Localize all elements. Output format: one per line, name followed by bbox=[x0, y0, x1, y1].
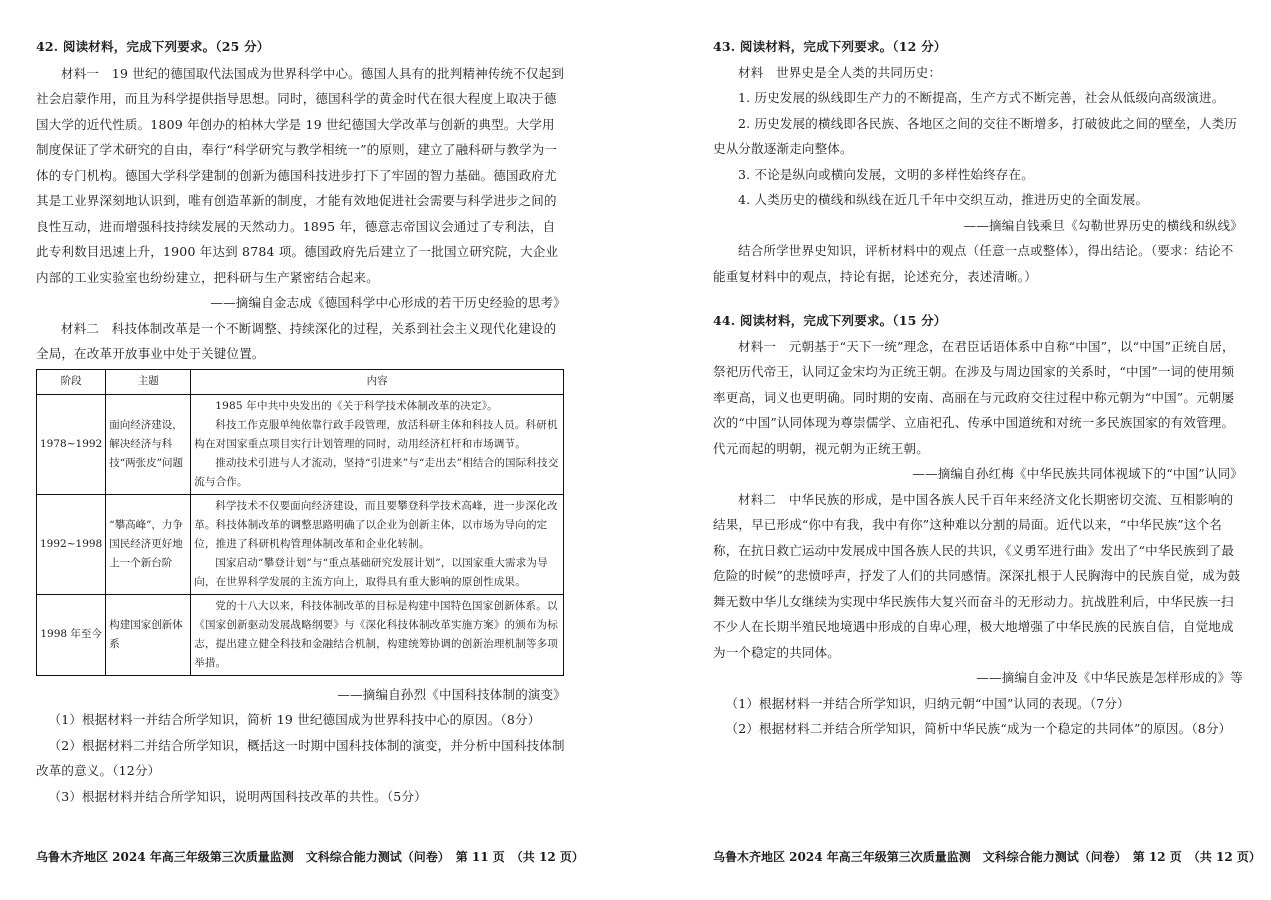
q42-sub-question-3: （3）根据材料并结合所学知识，说明两国科技改革的共性。（5分） bbox=[48, 788, 427, 804]
q43-task: 结合所学世界史知识，评析材料中的观点（任意一点或整体），得出结论。（要求：结论不能重复材料中的观点，持论有据，论述充分，表述清晰。） bbox=[713, 243, 1234, 284]
content-line: 国家启动“攀登计划”与“重点基础研究发展计划”，以国家重大需求为导向，在世界科学发展的主流方向上，取得具有重大影响的原创性成果。 bbox=[194, 556, 548, 588]
question-43-title: 43. 阅读材料，完成下列要求。（12 分） bbox=[713, 39, 947, 54]
reform-table bbox=[36, 369, 564, 676]
table-header-stage: 阶段 bbox=[37, 369, 106, 394]
q43-point: 1. 历史发展的纵线即生产力的不断提高，生产方式不断完善，社会从低级向高级演进。 bbox=[738, 90, 1225, 105]
table-header-row bbox=[37, 369, 564, 394]
table-cell-theme: 构建国家创新体系 bbox=[106, 594, 191, 675]
question-44-title: 44. 阅读材料，完成下列要求。（15 分） bbox=[713, 313, 947, 328]
q44-material-1: 材料一 元朝基于“天下一统”理念，在君臣话语体系中自称“中国”，以“中国”正统自居，祭祀历代帝王，认同辽金宋均为正统王朝。在涉及与周边国家的关系时，“中国”一词的使用频率更高，词义也更明确。同时期的安南、高丽在与元政府交往过程中称元朝为“中国”。元朝屡次的“中国”认同体现为尊崇儒学、立庙祀孔、传承中国道统和对统一多民族国家的有效管理。代元而起的明朝，视元朝为正统王朝。 bbox=[713, 338, 1235, 456]
table-cell-stage: 1992~1998 bbox=[37, 494, 106, 594]
table-cell-content bbox=[191, 594, 564, 675]
table-row bbox=[37, 494, 564, 594]
q42-material-1-source: ——摘编自金志成《德国科学中心形成的若干历史经验的思考》 bbox=[210, 295, 566, 310]
table-header-content: 内容 bbox=[191, 369, 564, 394]
table-header-theme: 主题 bbox=[106, 369, 191, 394]
q44-material-2: 材料二 中华民族的形成，是中国各族人民千百年来经济文化长期密切交流、互相影响的结果，早已形成“你中有我，我中有你”这种难以分割的局面。近代以来，“中华民族”这个名称，在抗日救亡运动中发展成中国各族人民的共识，《义勇军进行曲》发出了“中华民族到了最危险的时候”的悲愤呼声，抒发了人们的共同感情。深深扎根于人民胸海中的民族自觉，成为鼓舞无数中华儿女继续为实现中华民族伟大复兴而奋斗的无形动力。抗战胜利后，中华民族一扫不少人在长期半殖民地境遇中形成的自卑心理，极大地增强了中华民族的民族自信，自觉地成为一个稳定的共同体。 bbox=[713, 491, 1241, 660]
q43-material-intro: 材料 世界史是全人类的共同历史： bbox=[738, 64, 942, 80]
table-cell-stage: 1978~1992 bbox=[37, 394, 106, 494]
q44-material-1-source: ——摘编自孙红梅《中华民族共同体视域下的“中国”认同》 bbox=[912, 466, 1243, 481]
q43-source: ——摘编自钱乘旦《勾勒世界历史的横线和纵线》 bbox=[963, 217, 1243, 233]
page-footer: 乌鲁木齐地区 2024 年高三年级第三次质量监测 文科综合能力测试（问卷） 第 12 页 （共 12 页） bbox=[713, 850, 1261, 864]
q42-sub-question-2: （2）根据材料二并结合所学知识，概括这一时期中国科技体制的演变，并分析中国科技体制改革的意义。（12分） bbox=[36, 737, 565, 778]
q42-material-2-source: ——摘编自孙烈《中国科技体制的演变》 bbox=[337, 686, 566, 702]
right-page bbox=[713, 0, 1261, 900]
table-cell-content bbox=[191, 494, 564, 594]
table-row bbox=[37, 594, 564, 675]
q42-material-2: 材料二 科技体制改革是一个不断调整、持续深化的过程，关系到社会主义现代化建设的全局，在改革开放事业中处于关键位置。 bbox=[36, 320, 557, 361]
q44-sub-question-2: （2）根据材料二并结合所学知识，简析中华民族“成为一个稳定的共同体”的原因。（8分） bbox=[725, 721, 1232, 736]
content-line: 推动技术引进与人才流动，坚持“引进来”与“走出去”相结合的国际科技交流与合作。 bbox=[194, 456, 559, 488]
question-42-title: 42. 阅读材料，完成下列要求。（25 分） bbox=[36, 39, 270, 54]
content-line: 党的十八大以来，科技体制改革的目标是构建中国特色国家创新体系。以《国家创新驱动发展战略纲要》与《深化科技体制改革实施方案》的颁布为标志，提出建立健全科技和金融结合机制，构建统筹协调的创新治理机制等多项举措。 bbox=[194, 599, 559, 669]
q42-sub-question-1: （1）根据材料一并结合所学知识，简析 19 世纪德国成为世界科技中心的原因。（8分） bbox=[48, 712, 541, 727]
content-line: 科学技术不仅要面向经济建设，而且要攀登科学技术高峰，进一步深化改革。科技体制改革的调整思路明确了以企业为创新主体，以市场为导向的定位，推进了科研机构管理体制改革和企业化转制。 bbox=[194, 499, 558, 550]
page-footer: 乌鲁木齐地区 2024 年高三年级第三次质量监测 文科综合能力测试（问卷） 第 11 页 （共 12 页） bbox=[36, 850, 584, 864]
q43-point: 3. 不论是纵向或横向发展，文明的多样性始终存在。 bbox=[738, 166, 1034, 182]
content-line: 1985 年中共中央发出的《关于科学技术体制改革的决定》。 bbox=[215, 399, 498, 412]
left-page bbox=[36, 0, 584, 900]
table-cell-content bbox=[191, 394, 564, 494]
table-cell-theme: “攀高峰”，力争国民经济更好地上一个新台阶 bbox=[106, 494, 191, 594]
table-cell-stage: 1998 年至今 bbox=[37, 594, 106, 675]
content-line: 科技工作克服单纯依靠行政手段管理，放活科研主体和科技人员。科研机构在对国家重点项目实行计划管理的同时，动用经济杠杆和市场调节。 bbox=[194, 418, 558, 450]
q42-material-1: 材料一 19 世纪的德国取代法国成为世界科学中心。德国人具有的批判精神传统不仅起到社会启蒙作用，而且为科学提供指导思想。同时，德国科学的黄金时代在很大程度上取决于德国大学的近代性质。1809 年创办的柏林大学是 19 世纪德国大学改革与创新的典型。大学用制度保证了学术研究的自由，奉行“科学研究与教学相统一”的原则，建立了融科研与教学为一体的专门机构。德国大学科学建制的创新为德国科技进步打下了牢固的智力基础。德国政府尤其是工业界深刻地认识到，唯有创造革新的制度，才能有效地促进社会需要与科学进步之间的良性互动，进而增强科技持续发展的天然动力。1895 年，德意志帝国议会通过了专利法，自此专利数目迅速上升，1900 年达到 8784 项。德国政府先后建立了一批国立研究院，大企业内部的工业实验室也纷纷建立，把科研与生产紧密结合起来。 bbox=[36, 65, 565, 285]
table-cell-theme: 面向经济建设，解决经济与科技“两张皮”问题 bbox=[106, 394, 191, 494]
q43-point: 4. 人类历史的横线和纵线在近几千年中交织互动，推进历史的全面发展。 bbox=[738, 192, 1149, 207]
q43-point: 2. 历史发展的横线即各民族、各地区之间的交往不断增多，打破彼此之间的壁垒，人类历史从分散逐渐走向整体。 bbox=[713, 115, 1238, 156]
q44-material-2-source: ——摘编自金冲及《中华民族是怎样形成的》等 bbox=[976, 670, 1243, 685]
table-row bbox=[37, 394, 564, 494]
q44-sub-question-1: （1）根据材料一并结合所学知识，归纳元朝“中国”认同的表现。（7分） bbox=[725, 695, 1130, 711]
